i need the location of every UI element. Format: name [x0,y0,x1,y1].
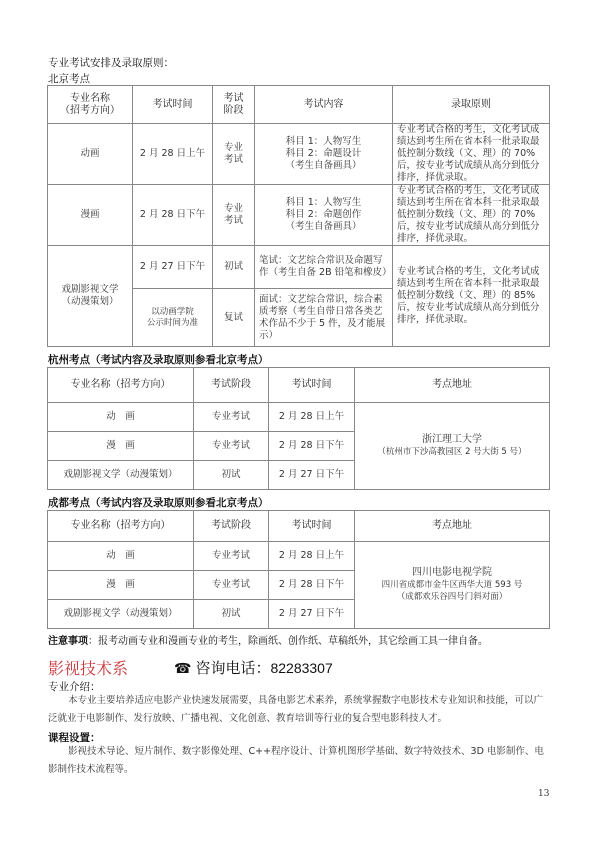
header-stage: 考试阶段 [194,368,269,403]
section-heading: 专业考试安排及录取原则： [48,57,174,69]
stage-cell: 初试 [213,246,255,289]
content-cell: 面试：文艺综合常识，综合素质考察（考生自带日常各类艺术作品不少于 5 件，及才能展示） [255,289,393,347]
stage-cell: 复试 [213,289,255,347]
time-cell: 2 月 27 日下午 [133,246,213,289]
major-cell: 漫画 [48,185,133,246]
stage-cell: 初试 [194,600,269,629]
header-content: 考试内容 [255,86,393,124]
phone-number: 82283307 [270,660,333,676]
header-major: 专业名称（招考方向） [48,368,194,403]
beijing-table [47,85,550,347]
course-text: 影视技术导论、短片制作、数字影像处理、C++程序设计、计算机图形学基础、数字特效技术、3D 电影制作、电影制作技术流程等。 [48,746,544,775]
principle-cell: 专业考试合格的考生，文化考试成绩达到考生所在省本科一批录取最低控制分数线（文、理）的 85%后，按专业考试成绩从高分到低分排序，择优录取。 [393,246,550,347]
major-cell: 戏剧影视文学（动漫策划） [48,461,194,490]
stage-cell: 专业 考试 [213,124,255,185]
beijing-title: 北京考点 [48,73,90,85]
content-cell: 科目 1：人物写生 科目 2：命题设计 （考生自备画具） [255,124,393,185]
page-number: 13 [538,789,550,799]
table-row [48,542,550,571]
major-cell: 动 画 [48,403,194,432]
chengdu-title: 成都考点（考试内容及录取原则参看北京考点） [48,497,269,509]
major-cell: 动画 [48,124,133,185]
address-cell: 四川电影电视学院 四川省成都市金牛区西华大道 593 号 （成都欢乐谷四号门斜对面） [355,542,550,629]
principle-cell: 专业考试合格的考生，文化考试成绩达到考生所在省本科一批录取最低控制分数线（文、理）的 70%后，按专业考试成绩从高分到低分排序，择优录取。 [393,185,550,246]
stage-cell: 专业考试 [194,432,269,461]
time-cell: 2 月 28 日下午 [269,571,355,600]
table-row [48,185,550,246]
content-cell: 笔试：文艺综合常识及命题写作（考生自备 2B 铅笔和橡皮） [255,246,393,289]
major-cell: 漫 画 [48,571,194,600]
header-major: 专业名称（招考方向） [48,511,194,542]
time-cell: 2 月 28 日下午 [269,432,355,461]
table-row [48,246,550,289]
stage-cell: 专业考试 [194,403,269,432]
major-cell: 戏剧影视文学（动漫策划） [48,600,194,629]
time-cell: 2 月 27 日下午 [269,600,355,629]
hangzhou-table [47,367,550,490]
address-cell: 浙江理工大学 （杭州市下沙高教园区 2 号大街 5 号） [355,403,550,490]
notice-label: 注意事项 [48,636,88,647]
content-cell: 科目 1：人物写生 科目 2：命题创作 （考生自备画具） [255,185,393,246]
header-stage: 考试 阶段 [213,86,255,124]
stage-cell: 专业 考试 [213,185,255,246]
phone-label: 咨询电话： [195,659,271,677]
hangzhou-title: 杭州考点（考试内容及录取原则参看北京考点） [48,354,269,366]
header-stage: 考试阶段 [194,511,269,542]
time-cell: 以动画学院 公示时间为准 [133,289,213,347]
intro-text: 本专业主要培养适应电影产业快速发展需要，具备电影艺术素养，系统掌握数字电影技术专业知识和技能，可以广泛就业于电影制作、发行放映、广播电视、文化创意、教育培训等行业的复合型电影科技人才。 [48,695,544,724]
time-cell: 2 月 28 日上午 [133,124,213,185]
header-time: 考试时间 [269,368,355,403]
header-time: 考试时间 [269,511,355,542]
major-cell: 动 画 [48,542,194,571]
table-row [48,403,550,432]
header-time: 考试时间 [133,86,213,124]
time-cell: 2 月 27 日下午 [269,461,355,490]
major-cell: 漫 画 [48,432,194,461]
chengdu-table [47,510,550,629]
phone-line [174,657,333,678]
telephone-icon: ☎ [174,661,192,677]
time-cell: 2 月 28 日上午 [269,542,355,571]
stage-cell: 专业考试 [194,571,269,600]
major-cell: 戏剧影视文学 （动漫策划） [48,246,133,347]
notice [48,632,488,647]
header-address: 考点地址 [355,368,550,403]
stage-cell: 专业考试 [194,542,269,571]
time-cell: 2 月 28 日下午 [133,185,213,246]
stage-cell: 初试 [194,461,269,490]
header-address: 考点地址 [355,511,550,542]
principle-cell: 专业考试合格的考生，文化考试成绩达到考生所在省本科一批录取最低控制分数线（文、理）的 70%后，按专业考试成绩从高分到低分排序，择优录取。 [393,124,550,185]
department-name: 影视技术系 [48,659,129,678]
course-heading: 课程设置： [48,732,101,744]
table-row [48,124,550,185]
intro-heading: 专业介绍： [48,681,101,693]
notice-text: ：报考动画专业和漫画专业的考生，除画纸、创作纸、草稿纸外，其它绘画工具一律自备。 [88,636,488,647]
header-major: 专业名称 （招考方向） [48,86,133,124]
header-principle: 录取原则 [393,86,550,124]
time-cell: 2 月 28 日上午 [269,403,355,432]
